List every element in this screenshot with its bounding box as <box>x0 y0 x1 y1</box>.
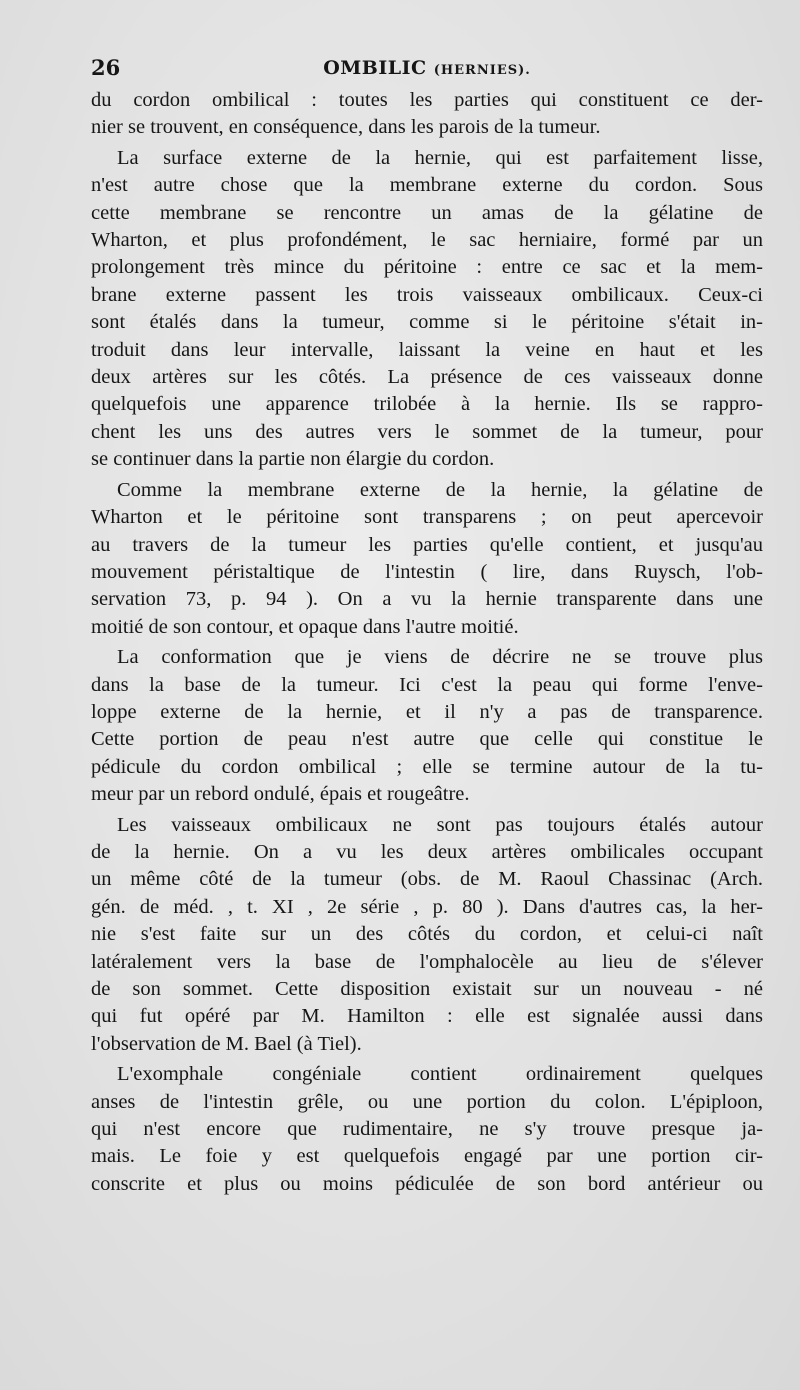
text-line: latéralement vers la base de l'omphalocèle au lieu de s'élever <box>91 950 763 973</box>
text-line: dans la base de la tumeur. Ici c'est la peau qui forme l'enve- <box>91 673 763 696</box>
text-line: troduit dans leur intervalle, laissant la veine en haut et les <box>91 338 763 361</box>
running-title-main: OMBILIC <box>323 57 427 79</box>
text-line: moitié de son contour, et opaque dans l'autre moitié. <box>91 615 519 638</box>
text-line: anses de l'intestin grêle, ou une portion du colon. L'épiploon, <box>91 1090 763 1113</box>
text-line: cette membrane se rencontre un amas de la gélatine de <box>91 201 763 224</box>
running-title-sub: (HERNIES). <box>433 63 531 78</box>
body-text <box>91 87 763 1198</box>
paragraph <box>91 477 763 641</box>
text-line: quelquefois une apparence trilobée à la hernie. Ils se rappro- <box>91 393 763 416</box>
text-line: sont étalés dans la tumeur, comme si le péritoine s'était in- <box>91 311 763 334</box>
text-line: La conformation que je viens de décrire ne se trouve plus <box>117 646 763 669</box>
paragraph <box>91 812 763 1059</box>
text-line: Cette portion de peau n'est autre que celle qui constitue le <box>91 728 763 751</box>
text-line: mouvement péristaltique de l'intestin ( lire, dans Ruysch, l'ob- <box>91 560 763 583</box>
text-line: n'est autre chose que la membrane externe du cordon. Sous <box>91 174 763 197</box>
text-line: brane externe passent les trois vaisseaux ombilicaux. Ceux-ci <box>91 283 763 306</box>
text-line: deux artères sur les côtés. La présence de ces vaisseaux donne <box>91 366 763 389</box>
text-line: L'exomphale congéniale contient ordinairement quelques <box>117 1063 763 1086</box>
running-head <box>91 52 763 84</box>
paragraph <box>91 1061 763 1198</box>
paragraph <box>91 87 763 142</box>
text-line: pédicule du cordon ombilical ; elle se termine autour de la tu- <box>91 755 763 778</box>
paragraph <box>91 644 763 808</box>
text-line: mais. Le foie y est quelquefois engagé par une portion cir- <box>91 1145 763 1168</box>
text-line: nier se trouvent, en conséquence, dans les parois de la tumeur. <box>91 116 601 139</box>
running-title <box>91 52 763 87</box>
text-line: prolongement très mince du péritoine : entre ce sac et la mem- <box>91 256 763 279</box>
text-line: qui n'est encore que rudimentaire, ne s'y trouve presque ja- <box>91 1118 763 1141</box>
text-line: se continuer dans la partie non élargie du cordon. <box>91 448 495 471</box>
text-line: Wharton et le péritoine sont transparens ; on peut apercevoir <box>91 506 763 529</box>
text-line: chent les uns des autres vers le sommet de la tumeur, pour <box>91 420 763 443</box>
text-line: servation 73, p. 94 ). On a vu la hernie transparente dans une <box>91 588 763 611</box>
text-line: Comme la membrane externe de la hernie, la gélatine de <box>117 478 763 501</box>
text-line: au travers de la tumeur les parties qu'elle contient, et jusqu'au <box>91 533 763 556</box>
text-line: de son sommet. Cette disposition existait sur un nouveau - né <box>91 978 763 1000</box>
text-line: Les vaisseaux ombilicaux ne sont pas toujours étalés autour <box>117 813 763 836</box>
page-number: 26 <box>91 55 121 80</box>
text-line: de la hernie. On a vu les deux artères ombilicales occupant <box>91 840 763 863</box>
text-line: meur par un rebord ondulé, épais et rougeâtre. <box>91 783 470 806</box>
text-line: l'observation de M. Bael (à Tiel). <box>91 1032 362 1055</box>
text-line: loppe externe de la hernie, et il n'y a pas de transparence. <box>91 700 763 723</box>
paragraph <box>91 145 763 474</box>
text-line: conscrite et plus ou moins pédiculée de son bord antérieur ou <box>91 1172 763 1195</box>
text-line: nie s'est faite sur un des côtés du cordon, et celui-ci naît <box>91 923 763 946</box>
text-line: La surface externe de la hernie, qui est parfaitement lisse, <box>117 146 763 169</box>
text-line: un même côté de la tumeur (obs. de M. Raoul Chassinac (Arch. <box>91 868 763 891</box>
text-line: Wharton, et plus profondément, le sac herniaire, formé par un <box>91 229 763 252</box>
text-line: qui fut opéré par M. Hamilton : elle est signalée aussi dans <box>91 1005 763 1028</box>
text-line: gén. de méd. , t. XI , 2e série , p. 80 ). Dans d'autres cas, la her- <box>91 895 763 918</box>
text-line: du cordon ombilical : toutes les parties qui constituent ce der- <box>91 89 763 111</box>
